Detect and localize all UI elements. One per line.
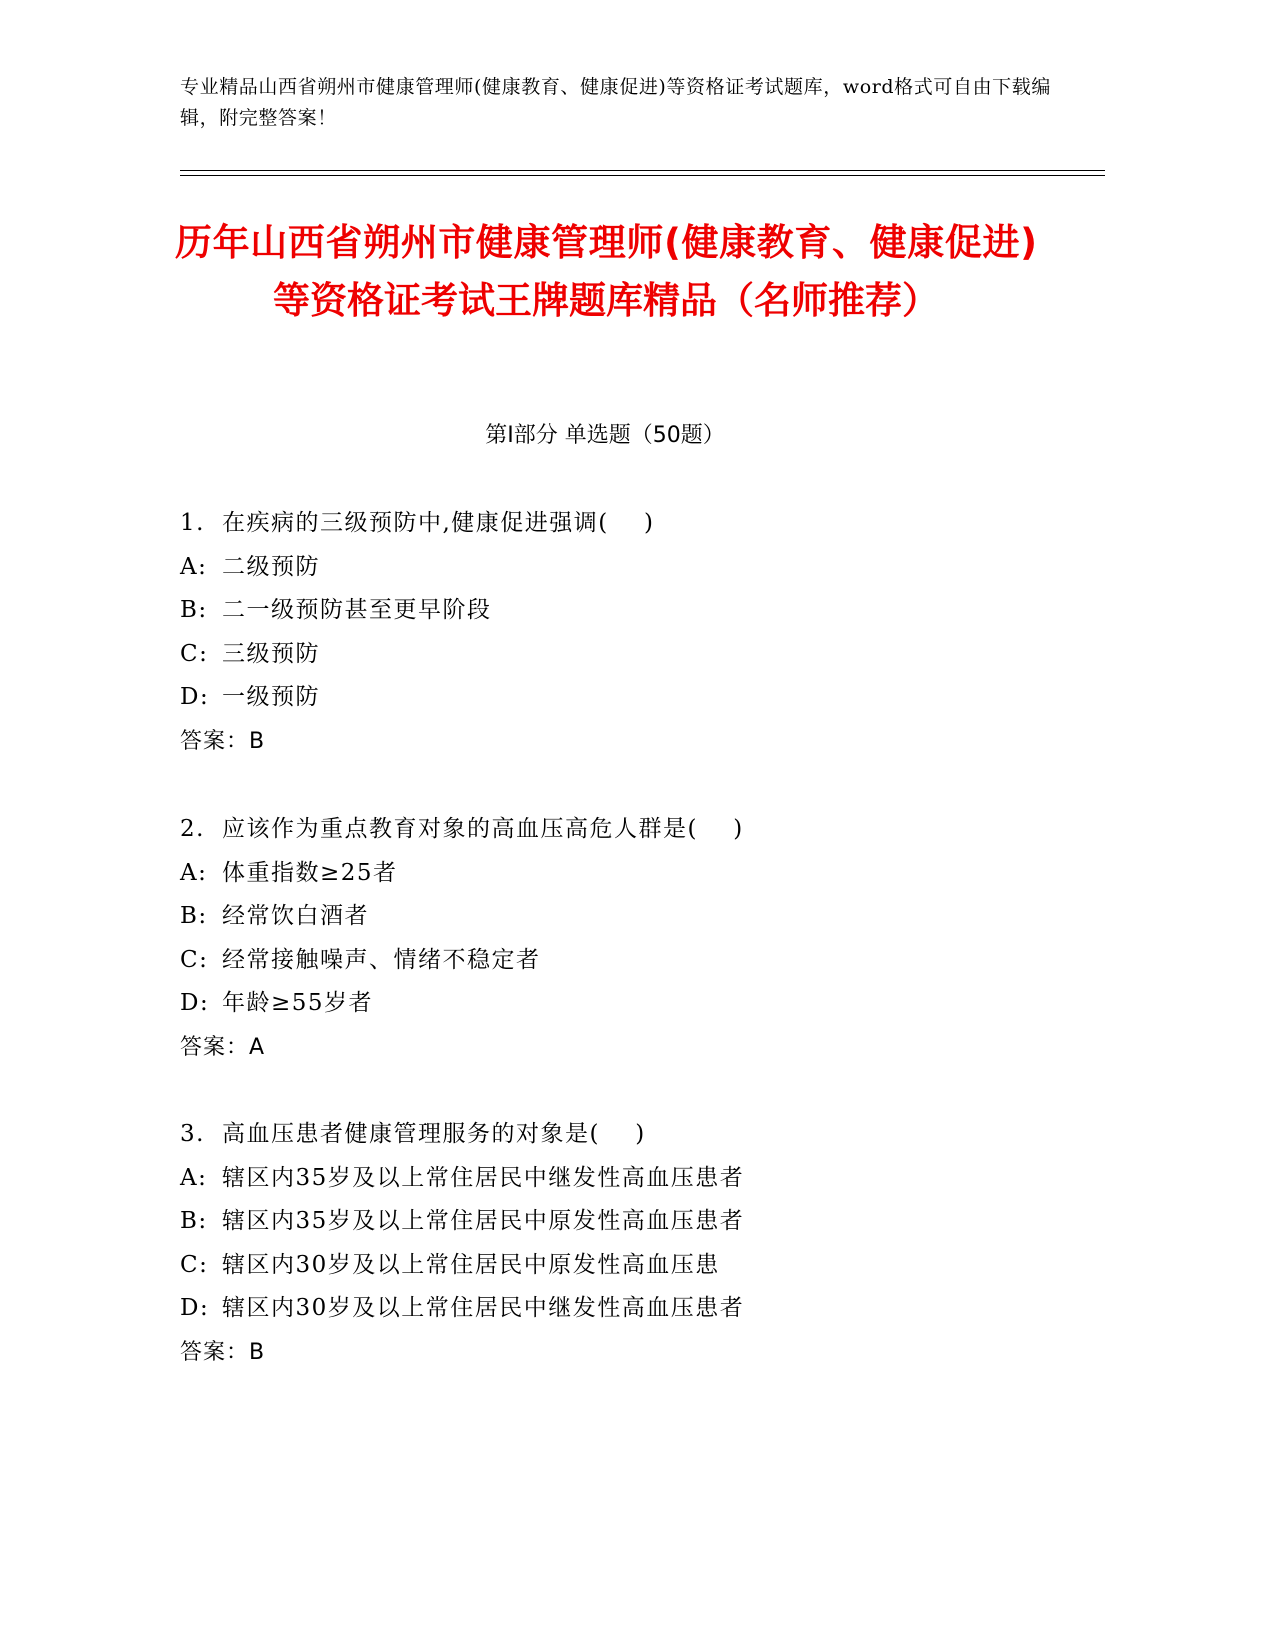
question-1: [180, 502, 1080, 763]
answer: [180, 1026, 1080, 1070]
option-a: [180, 852, 1080, 896]
question-stem: [180, 808, 1080, 852]
question-2: [180, 808, 1080, 1069]
option-d: [180, 982, 1080, 1026]
option-text: 三级预防: [222, 640, 320, 667]
answer-label: 答案：: [180, 1339, 250, 1365]
option-text: 体重指数≥25者: [222, 859, 398, 886]
option-text: 年龄≥55岁者: [222, 990, 374, 1016]
option-b: [180, 895, 1080, 939]
answer-value: B: [249, 728, 266, 754]
option-text: 二级预防: [222, 553, 320, 580]
section-heading: 第Ⅰ部分 单选题（50题）: [485, 423, 725, 448]
option-text: 经常饮白酒者: [222, 903, 369, 929]
question-stem: [180, 502, 1080, 546]
answer-value: B: [249, 1339, 266, 1365]
document-title: 历年山西省朔州市健康管理师(健康教育、健康促进)等资格证考试王牌题库精品（名师推荐）: [175, 221, 1037, 322]
option-text: 辖区内30岁及以上常住居民中继发性高血压患者: [222, 1295, 745, 1321]
option-text: 辖区内30岁及以上常住居民中原发性高血压患: [222, 1251, 720, 1278]
answer-label: 答案：: [180, 1034, 250, 1060]
option-key: B:: [180, 1208, 208, 1234]
option-key: B:: [180, 597, 208, 623]
option-c: [180, 1244, 1080, 1288]
option-b: [180, 1200, 1080, 1244]
question-number: 1.: [180, 510, 205, 536]
question-stem: [180, 1113, 1080, 1157]
option-text: 辖区内35岁及以上常住居民中继发性高血压患者: [222, 1164, 745, 1191]
option-c: [180, 633, 1080, 677]
option-key: C:: [180, 946, 209, 973]
option-b: [180, 589, 1080, 633]
option-text: 二一级预防甚至更早阶段: [222, 597, 492, 623]
option-key: C:: [180, 1251, 209, 1278]
option-key: D:: [180, 990, 210, 1016]
question-number: 3.: [180, 1121, 205, 1147]
option-key: D:: [180, 1295, 210, 1321]
option-key: D:: [180, 684, 210, 710]
answer: [180, 720, 1080, 764]
header-note: 专业精品山西省朔州市健康管理师(健康教育、健康促进)等资格证考试题库，word格式可自由下载编辑，附完整答案！: [180, 76, 1051, 129]
header-divider-bottom: [180, 175, 1105, 176]
answer-value: A: [249, 1034, 266, 1060]
answer: [180, 1331, 1080, 1375]
option-key: A:: [180, 1164, 208, 1191]
option-c: [180, 939, 1080, 983]
option-text: 经常接触噪声、情绪不稳定者: [222, 946, 541, 973]
header-divider-top: [180, 170, 1105, 171]
option-a: [180, 546, 1080, 590]
question-text: 在疾病的三级预防中,健康促进强调( ): [222, 510, 655, 536]
option-key: A:: [180, 859, 208, 886]
option-a: [180, 1157, 1080, 1201]
option-key: C:: [180, 640, 209, 667]
answer-label: 答案：: [180, 728, 250, 754]
question-number: 2.: [180, 816, 205, 842]
option-key: A:: [180, 553, 208, 580]
option-key: B:: [180, 903, 208, 929]
option-d: [180, 676, 1080, 720]
question-text: 高血压患者健康管理服务的对象是( ): [222, 1121, 646, 1147]
question-3: [180, 1113, 1080, 1374]
option-text: 一级预防: [222, 684, 320, 710]
question-text: 应该作为重点教育对象的高血压高危人群是( ): [222, 816, 744, 842]
option-text: 辖区内35岁及以上常住居民中原发性高血压患者: [222, 1208, 745, 1234]
option-d: [180, 1287, 1080, 1331]
